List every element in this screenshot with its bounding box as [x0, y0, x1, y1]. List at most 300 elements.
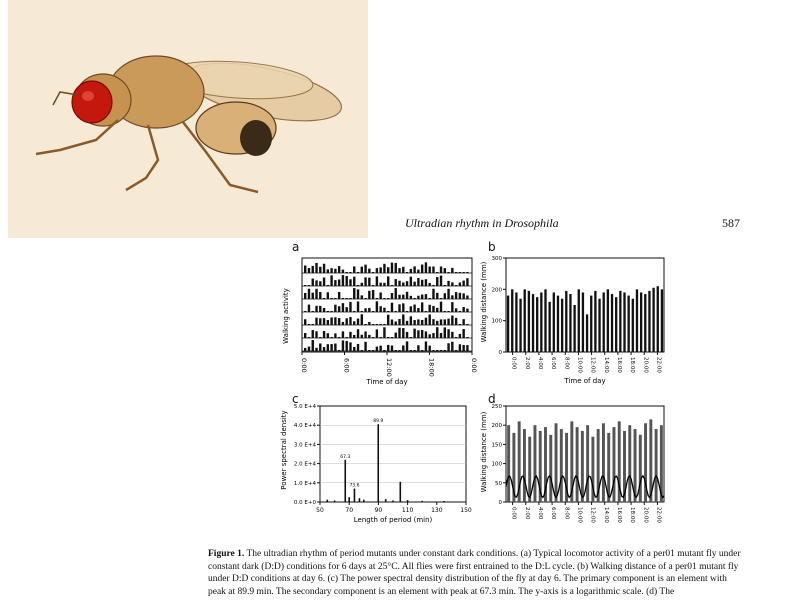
actogram-bar — [398, 295, 400, 299]
actogram-bar — [353, 266, 355, 273]
panel-a-xtick-label: 0:00 — [470, 358, 478, 373]
actogram-bar — [421, 295, 423, 299]
actogram-bar — [342, 303, 344, 312]
actogram-bar — [372, 350, 374, 351]
panel-a-ylabel: Walking activity — [282, 288, 290, 344]
panel-b-xtick-label: 2:00 — [523, 357, 530, 370]
panel-b-bar — [603, 292, 605, 352]
actogram-bar — [319, 306, 321, 312]
actogram-bar — [357, 285, 359, 286]
panel-b-xtick-label: 6:00 — [550, 357, 557, 370]
actogram-bar — [406, 341, 408, 351]
panel-d-bar — [576, 427, 579, 502]
actogram-bar — [387, 298, 389, 299]
actogram-bar — [402, 303, 404, 312]
actogram-bar — [383, 264, 385, 273]
actogram-bar — [330, 337, 332, 338]
actogram-bar — [462, 319, 464, 325]
panel-d-xtick-label: 12:00 — [589, 507, 596, 523]
actogram-bar — [447, 272, 449, 273]
panel-d-bar — [523, 429, 526, 502]
panel-b-ytick-label: 100 — [491, 318, 502, 325]
actogram-bar — [376, 324, 378, 325]
actogram-bar — [308, 289, 310, 299]
actogram-bar — [383, 327, 385, 338]
actogram-bar — [398, 319, 400, 325]
actogram-bar — [342, 275, 344, 286]
actogram-bar — [436, 308, 438, 312]
figure-caption-text: The ultradian rhythm of period mutants under constant dark conditions. (a) Typical locomotor activity of a per01 mutant fly under constant dark (D:D) conditions for 6 days at 25°C. All flies were first entrained to the D:L cycle. (b) Walking distance of a per01 mutant fly under D:D conditions at day 6. (c) The power spectral density distribution of the fly at day 6. The primary component is an element with peak at 89.9 min. The secondary component is an element with peak at 67.3 min. The y-axis is a logarithmic scale. (d) The — [208, 549, 741, 597]
actogram-bar — [398, 328, 400, 338]
actogram-bar — [364, 277, 366, 286]
actogram-bar — [417, 308, 419, 312]
panel-d-xtick-label: 14:00 — [602, 507, 609, 523]
actogram-bar — [447, 281, 449, 286]
actogram-bar — [410, 316, 412, 325]
actogram-bar — [312, 340, 314, 351]
actogram-bar — [406, 272, 408, 273]
actogram-bar — [440, 302, 442, 312]
actogram-bar — [346, 276, 348, 286]
actogram-bar — [357, 329, 359, 338]
actogram-bar — [312, 324, 314, 325]
panel-c-xtick-label: 70 — [345, 507, 354, 514]
actogram-bar — [417, 296, 419, 299]
actogram-bar — [368, 278, 370, 286]
actogram-bar — [342, 270, 344, 273]
panel-b-xtick-label: 12:00 — [589, 357, 596, 373]
panel-d-bar — [560, 429, 563, 502]
panel-b-bar — [619, 291, 621, 352]
actogram-bar — [462, 272, 464, 273]
panel-c-bar — [443, 501, 445, 502]
actogram-bar — [346, 307, 348, 312]
panel-c-bar — [348, 497, 350, 502]
actogram-bar — [334, 333, 336, 338]
actogram-bar — [353, 277, 355, 286]
actogram-bar — [466, 345, 468, 351]
actogram-bar — [413, 329, 415, 338]
actogram-bar — [338, 350, 340, 351]
panel-d-xtick-label: 4:00 — [536, 507, 543, 520]
actogram-bar — [413, 266, 415, 273]
panel-b-xlabel: Time of day — [564, 377, 606, 385]
actogram-bar — [368, 308, 370, 312]
actogram-bar — [398, 281, 400, 286]
panel-c-ytick-label: 1.0 E+4 — [293, 480, 316, 487]
actogram-bar — [395, 350, 397, 351]
actogram-bar — [319, 281, 321, 286]
actogram-bar — [383, 308, 385, 312]
actogram-bar — [357, 301, 359, 312]
actogram-bar — [398, 350, 400, 351]
actogram-bar — [323, 298, 325, 299]
actogram-bar — [304, 319, 306, 325]
actogram-bar — [436, 327, 438, 338]
actogram-bar — [436, 277, 438, 286]
actogram-bar — [459, 282, 461, 286]
actogram-bar — [387, 315, 389, 325]
actogram-bar — [338, 318, 340, 325]
actogram-bar — [417, 270, 419, 273]
actogram-bar — [338, 292, 340, 299]
actogram-bar — [391, 285, 393, 286]
actogram-bar — [346, 318, 348, 325]
actogram-bar — [342, 331, 344, 338]
panel-b-bar — [598, 299, 600, 352]
panel-d-xtick-label: 16:00 — [615, 507, 622, 523]
actogram-bar — [383, 350, 385, 351]
actogram-bar — [372, 337, 374, 338]
panel-d-xtick-label: 8:00 — [563, 507, 570, 520]
actogram-bar — [372, 285, 374, 286]
actogram-bar — [387, 311, 389, 312]
panel-b-bar — [565, 291, 567, 352]
panel-b-xtick-label: 10:00 — [576, 357, 583, 373]
panel-c-ytick-label: 3.0 E+4 — [293, 442, 316, 449]
actogram-bar — [406, 281, 408, 286]
actogram-bar — [376, 329, 378, 338]
actogram-bar — [391, 337, 393, 338]
actogram-bar — [402, 282, 404, 286]
actogram-bar — [364, 342, 366, 351]
actogram-bar — [447, 311, 449, 312]
page-number: 587 — [722, 216, 740, 230]
actogram-bar — [440, 266, 442, 273]
actogram-bar — [364, 308, 366, 312]
panel-b-bar — [590, 296, 592, 352]
actogram-bar — [451, 268, 453, 273]
actogram-bar — [391, 320, 393, 325]
actogram-bar — [304, 285, 306, 286]
actogram-bar — [349, 272, 351, 273]
actogram-bar — [353, 321, 355, 325]
actogram-bar — [410, 296, 412, 299]
panel-b-xtick-label: 8:00 — [563, 357, 570, 370]
actogram-bar — [444, 311, 446, 312]
panel-b-bar — [661, 289, 663, 352]
actogram-bar — [372, 324, 374, 325]
panel-b-yticks — [492, 256, 507, 356]
actogram-bar — [417, 319, 419, 325]
actogram-bar — [395, 311, 397, 312]
actogram-bar — [466, 296, 468, 299]
panel-d-xtick-label: 6:00 — [550, 507, 557, 520]
actogram-bar — [391, 293, 393, 299]
panel-d-xtick-label: 10:00 — [576, 507, 583, 523]
actogram-bar — [334, 280, 336, 286]
actogram-bar — [425, 331, 427, 338]
actogram-bar — [406, 292, 408, 299]
fruit-fly-drawing — [8, 0, 368, 238]
actogram-bar — [429, 266, 431, 273]
actogram-bar — [402, 345, 404, 351]
actogram-bar — [462, 281, 464, 286]
actogram-bar — [421, 320, 423, 325]
panel-b-ytick-label: 200 — [491, 287, 502, 294]
actogram-bar — [372, 290, 374, 299]
panel-d-bar — [533, 425, 536, 502]
actogram-bar — [315, 306, 317, 312]
panel-b-bar — [511, 289, 513, 352]
actogram-bar — [312, 279, 314, 286]
panel-a-letter: a — [292, 240, 300, 254]
actogram-bar — [402, 328, 404, 338]
actogram-bar — [361, 295, 363, 299]
actogram-bar — [319, 292, 321, 299]
panel-b-bar — [578, 289, 580, 352]
panel-d-bar — [612, 427, 615, 502]
actogram-bar — [327, 292, 329, 299]
actogram-bar — [323, 331, 325, 338]
actogram-bar — [455, 337, 457, 338]
actogram-bar — [417, 345, 419, 351]
panel-c-bar — [392, 500, 394, 502]
actogram-bar — [447, 329, 449, 338]
actogram-bar — [459, 293, 461, 299]
panel-b-bar — [615, 297, 617, 352]
actogram-bar — [429, 283, 431, 286]
panel-b-bar — [515, 292, 517, 352]
panel-c-bar — [385, 499, 387, 502]
actogram-bar — [391, 263, 393, 273]
actogram-bar — [357, 289, 359, 299]
actogram-bar — [357, 344, 359, 351]
panel-d-ytick-label: 250 — [491, 404, 502, 410]
actogram-bar — [432, 333, 434, 338]
actogram-bar — [368, 350, 370, 351]
actogram-bar — [353, 311, 355, 312]
actogram-bar — [410, 337, 412, 338]
actogram-bar — [440, 298, 442, 299]
panel-b-bar — [594, 291, 596, 352]
panel-d-ytick-label: 200 — [491, 423, 502, 430]
panel-b-bar — [544, 289, 546, 352]
actogram-bar — [323, 278, 325, 286]
actogram-bar — [312, 330, 314, 338]
actogram-bar — [447, 289, 449, 299]
panel-b-bar — [632, 299, 634, 352]
actogram-bar — [315, 348, 317, 351]
panel-d-bar — [555, 423, 558, 502]
actogram-bar — [406, 332, 408, 338]
actogram-bar — [330, 317, 332, 325]
actogram-bar — [466, 272, 468, 273]
panel-b-bar — [636, 289, 638, 352]
panel-b-ylabel: Walking distance (mm) — [480, 261, 488, 343]
actogram-bar — [319, 267, 321, 273]
panel-c-yticks — [294, 404, 320, 506]
panel-b-bar — [657, 286, 659, 352]
panel-c-xtick-label: 90 — [374, 507, 383, 514]
actogram-bar — [304, 348, 306, 351]
actogram-bar — [459, 311, 461, 312]
panel-b-bar — [644, 294, 646, 352]
actogram-bar — [308, 305, 310, 312]
actogram-bar — [308, 268, 310, 273]
actogram-bar — [413, 282, 415, 286]
actogram-bar — [395, 321, 397, 325]
actogram-bar — [330, 298, 332, 299]
actogram-bar — [421, 280, 423, 286]
actogram-bar — [429, 298, 431, 299]
actogram-bar — [451, 302, 453, 312]
actogram-bar — [308, 285, 310, 286]
actogram-bar — [357, 272, 359, 273]
actogram-bar — [346, 337, 348, 338]
actogram-bar — [330, 268, 332, 273]
actogram-bar — [455, 350, 457, 351]
actogram-bar — [383, 324, 385, 325]
panel-d-letter: d — [488, 392, 496, 406]
actogram-bar — [406, 311, 408, 312]
panel-c-peak-label: 73.6 — [349, 483, 360, 489]
panel-b-bar — [573, 305, 575, 352]
actogram-bar — [440, 350, 442, 351]
actogram-bar — [315, 280, 317, 286]
actogram-bar — [425, 262, 427, 273]
panel-b-bar — [532, 294, 534, 352]
actogram-bar — [436, 321, 438, 325]
panel-c-ytick-label: 5.0 E+4 — [293, 404, 316, 410]
panel-a-xtick-label: 12:00 — [385, 358, 393, 377]
actogram-bar — [338, 337, 340, 338]
panel-b-bar — [640, 292, 642, 352]
actogram-bar — [402, 295, 404, 299]
actogram-bar — [425, 279, 427, 286]
actogram-bar — [342, 340, 344, 351]
actogram-bar — [410, 350, 412, 351]
panel-d-xticks — [511, 502, 662, 523]
panel-c-ytick-label: 2.0 E+4 — [293, 461, 316, 468]
actogram-bar — [368, 269, 370, 273]
actogram-bar — [429, 334, 431, 338]
actogram-bar — [387, 267, 389, 273]
actogram-bar — [346, 341, 348, 351]
actogram-bar — [410, 269, 412, 273]
actogram-bar — [319, 318, 321, 325]
actogram-bar — [327, 285, 329, 286]
actogram-bar — [338, 266, 340, 273]
panel-c-xticks — [316, 502, 472, 514]
actogram-bar — [346, 298, 348, 299]
actogram-bar — [361, 283, 363, 286]
actogram-bar — [421, 302, 423, 312]
actogram-bar — [444, 319, 446, 325]
panel-b-bar — [528, 291, 530, 352]
actogram-bar — [444, 268, 446, 273]
panel-d-ytick-label: 50 — [495, 480, 502, 487]
panel-d-yticks — [492, 404, 507, 506]
actogram-bar — [361, 314, 363, 325]
panel-d-bar — [655, 429, 658, 502]
actogram-bar — [379, 267, 381, 273]
panel-d-ytick-label: 0 — [498, 500, 502, 506]
panel-b-xtick-label: 0:00 — [510, 357, 517, 370]
actogram-bar — [421, 265, 423, 273]
actogram-bar — [361, 335, 363, 338]
panel-b-bar — [627, 296, 629, 352]
panel-a-xtick-label: 0:00 — [300, 358, 308, 373]
actogram-bar — [432, 285, 434, 286]
actogram-bar — [459, 344, 461, 351]
actogram-bar — [459, 272, 461, 273]
actogram-bar — [451, 315, 453, 325]
actogram-bar — [440, 333, 442, 338]
actogram-bar — [447, 319, 449, 325]
actogram-bar — [312, 311, 314, 312]
panel-b-bar — [586, 314, 588, 352]
actogram-bar — [330, 344, 332, 351]
panel-d-bar — [507, 425, 510, 502]
actogram-bar — [368, 335, 370, 338]
actogram-bar — [357, 319, 359, 325]
actogram-bar — [451, 282, 453, 286]
panel-c-letter: c — [292, 392, 299, 406]
actogram-bar — [319, 337, 321, 338]
actogram-bar — [436, 272, 438, 273]
actogram-bar — [308, 337, 310, 338]
panel-a-xticks — [300, 352, 478, 377]
actogram-bar — [387, 276, 389, 286]
actogram-bar — [349, 302, 351, 312]
actogram-bar — [387, 337, 389, 338]
panel-c-ytick-label: 4.0 E+4 — [293, 423, 316, 430]
panel-b-xtick-label: 18:00 — [629, 357, 636, 373]
panel-c-bar — [407, 500, 409, 502]
panel-c-bar — [344, 460, 346, 502]
actogram-bar — [334, 305, 336, 312]
panel-b-bar — [519, 299, 521, 352]
actogram-bar — [327, 269, 329, 273]
panel-c-bar — [359, 498, 361, 502]
actogram-bar — [462, 293, 464, 299]
actogram-bar — [466, 278, 468, 286]
actogram-bar — [395, 263, 397, 273]
panel-d-bar — [586, 425, 589, 502]
actogram-bar — [440, 276, 442, 286]
actogram-bar — [387, 345, 389, 351]
panel-b-bar — [569, 294, 571, 352]
actogram-bar — [425, 311, 427, 312]
actogram-bar — [413, 298, 415, 299]
actogram-bar — [376, 268, 378, 273]
panel-c-ytick-label: 0.0 E+0 — [293, 500, 316, 506]
panel-c-ylabel: Power spectral density — [280, 410, 288, 490]
panel-d-bar — [549, 435, 552, 502]
actogram-bar — [395, 333, 397, 338]
panel-b-xtick-label: 14:00 — [602, 357, 609, 373]
actogram-bar — [410, 306, 412, 312]
actogram-bar — [372, 311, 374, 312]
actogram-bar — [342, 322, 344, 325]
panel-d-bar — [639, 435, 642, 502]
panel-a-actogram — [278, 256, 478, 388]
panel-d-xtick-label: 20:00 — [642, 507, 649, 523]
panel-d-ylabel: Walking distance (mm) — [480, 411, 488, 493]
panel-d-bar — [581, 431, 584, 502]
actogram-bar — [364, 331, 366, 338]
actogram-bar — [315, 318, 317, 325]
actogram-bar — [395, 288, 397, 299]
actogram-bar — [432, 350, 434, 351]
actogram-bar — [327, 333, 329, 338]
panel-c-peak-label: 89.9 — [373, 419, 384, 425]
actogram-bar — [304, 266, 306, 273]
panel-b-bar — [557, 296, 559, 352]
panel-a-xtick-label: 18:00 — [427, 358, 436, 377]
panel-d-ytick-label: 100 — [491, 461, 502, 468]
